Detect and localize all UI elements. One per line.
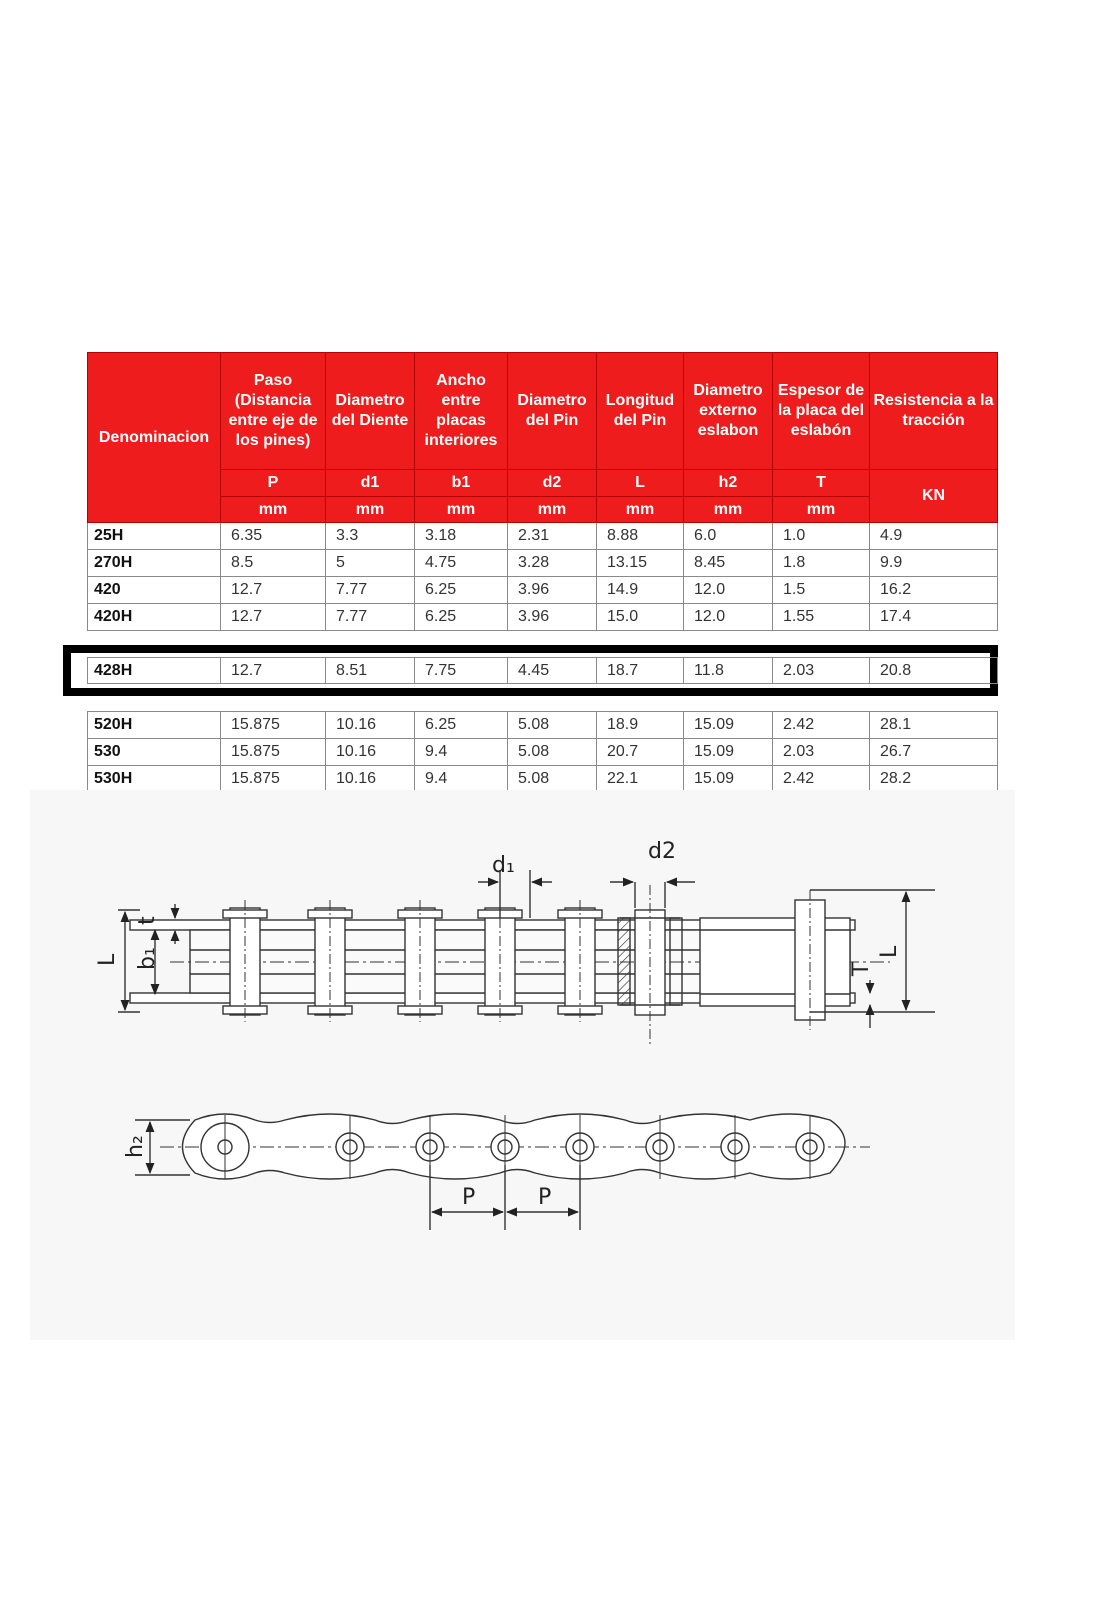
table-cell: 5.08 (508, 712, 597, 739)
table-cell: 7.77 (326, 604, 415, 631)
label-h2: h₂ (123, 1135, 148, 1158)
label-l-right: L (877, 945, 902, 958)
table-cell: 9.4 (415, 766, 508, 793)
table-cell: 26.7 (870, 739, 998, 766)
unit-mm: mm (508, 497, 597, 523)
label-d1: d₁ (492, 853, 515, 878)
table-cell: 15.875 (221, 739, 326, 766)
table-cell: 6.35 (221, 523, 326, 550)
unit-mm: mm (773, 497, 870, 523)
table-cell: 15.875 (221, 766, 326, 793)
unit-mm: mm (221, 497, 326, 523)
chain-denomination: 25H (88, 523, 221, 550)
table-cell: 13.15 (597, 550, 684, 577)
table-cell: 14.9 (597, 577, 684, 604)
table-cell: 2.03 (773, 658, 870, 684)
header-espesor-placa: Espesor de la placa del eslabón (773, 353, 870, 470)
table-cell: 5.08 (508, 766, 597, 793)
symbol-h2: h2 (684, 470, 773, 497)
chain-denomination: 530H (88, 766, 221, 793)
table-cell: 15.0 (597, 604, 684, 631)
table-cell: 20.7 (597, 739, 684, 766)
table-cell: 2.42 (773, 766, 870, 793)
pin (558, 900, 602, 1022)
chain-denomination: 428H (88, 658, 221, 684)
unit-mm: mm (597, 497, 684, 523)
chain-denomination: 420H (88, 604, 221, 631)
table-cell: 5.08 (508, 739, 597, 766)
label-p-1: P (462, 1185, 476, 1210)
table-cell: 7.77 (326, 577, 415, 604)
chain-denomination: 520H (88, 712, 221, 739)
table-row (88, 766, 998, 793)
symbol-p: P (221, 470, 326, 497)
unit-mm: mm (684, 497, 773, 523)
table-cell: 16.2 (870, 577, 998, 604)
table-cell: 9.9 (870, 550, 998, 577)
label-t-thickness: T (849, 962, 874, 976)
symbol-d1: d1 (326, 470, 415, 497)
table-cell: 3.18 (415, 523, 508, 550)
symbol-t: T (773, 470, 870, 497)
label-b1: b₁ (135, 947, 160, 970)
highlighted-row (87, 657, 998, 684)
table-cell: 12.7 (221, 604, 326, 631)
table-cell: 2.42 (773, 712, 870, 739)
table-cell: 4.75 (415, 550, 508, 577)
table-cell: 2.31 (508, 523, 597, 550)
table-cell: 3.96 (508, 577, 597, 604)
table-cell: 15.875 (221, 712, 326, 739)
symbol-l: L (597, 470, 684, 497)
table-cell: 3.96 (508, 604, 597, 631)
header-ancho-placas: Ancho entre placas interiores (415, 353, 508, 470)
table-cell: 3.28 (508, 550, 597, 577)
table-cell: 15.09 (684, 766, 773, 793)
table-cell: 2.03 (773, 739, 870, 766)
header-longitud-pin: Longitud del Pin (597, 353, 684, 470)
header-diametro-externo: Diametro externo eslabon (684, 353, 773, 470)
label-d2: d2 (648, 839, 676, 864)
table-cell: 22.1 (597, 766, 684, 793)
table-cell: 12.0 (684, 577, 773, 604)
table-cell: 8.5 (221, 550, 326, 577)
table-cell: 1.5 (773, 577, 870, 604)
table-row (88, 523, 998, 550)
chain-drawing (30, 790, 1015, 1340)
table-cell: 18.9 (597, 712, 684, 739)
unit-mm: mm (415, 497, 508, 523)
table-cell: 10.16 (326, 766, 415, 793)
table-row (88, 604, 998, 631)
chain-spec-table (87, 352, 998, 793)
label-t: t (135, 916, 160, 925)
table-cell: 15.09 (684, 712, 773, 739)
table-cell: 6.0 (684, 523, 773, 550)
header-denominacion: Denominacion (88, 353, 221, 523)
table-row (88, 658, 998, 684)
table-cell: 12.7 (221, 577, 326, 604)
table-cell: 1.55 (773, 604, 870, 631)
unit-kn: KN (870, 470, 998, 523)
table-cell: 10.16 (326, 712, 415, 739)
chain-end-link (700, 890, 850, 1030)
chain-technical-drawing (30, 790, 1015, 1340)
table-cell: 1.0 (773, 523, 870, 550)
table-cell: 5 (326, 550, 415, 577)
label-p-2: P (538, 1185, 552, 1210)
symbol-b1: b1 (415, 470, 508, 497)
chain-denomination: 270H (88, 550, 221, 577)
header-diametro-diente: Diametro del Diente (326, 353, 415, 470)
table-cell: 9.4 (415, 739, 508, 766)
table-cell: 18.7 (597, 658, 684, 684)
table-cell: 11.8 (684, 658, 773, 684)
pin (223, 900, 267, 1022)
table-cell: 28.2 (870, 766, 998, 793)
symbol-d2: d2 (508, 470, 597, 497)
pin (308, 900, 352, 1022)
table-cell: 7.75 (415, 658, 508, 684)
table-cell: 12.7 (221, 658, 326, 684)
table-cell: 17.4 (870, 604, 998, 631)
table-cell: 8.88 (597, 523, 684, 550)
table-row (88, 712, 998, 739)
table-cell: 4.9 (870, 523, 998, 550)
table-row (88, 577, 998, 604)
table-cell: 6.25 (415, 577, 508, 604)
table-cell: 3.3 (326, 523, 415, 550)
table-cell: 28.1 (870, 712, 998, 739)
table-cell: 1.8 (773, 550, 870, 577)
table-cell: 8.51 (326, 658, 415, 684)
header-paso: Paso (Distancia entre eje de los pines) (221, 353, 326, 470)
pin (398, 900, 442, 1022)
header-diametro-pin: Diametro del Pin (508, 353, 597, 470)
table-cell: 10.16 (326, 739, 415, 766)
table-row (88, 550, 998, 577)
table-cell: 8.45 (684, 550, 773, 577)
label-l-left: L (95, 953, 120, 966)
table-cell: 4.45 (508, 658, 597, 684)
chain-denomination: 420 (88, 577, 221, 604)
table-cell: 15.09 (684, 739, 773, 766)
unit-mm: mm (326, 497, 415, 523)
table-cell: 12.0 (684, 604, 773, 631)
pin (478, 900, 522, 1022)
table-cell: 6.25 (415, 712, 508, 739)
table-cell: 6.25 (415, 604, 508, 631)
table-row (88, 739, 998, 766)
chain-denomination: 530 (88, 739, 221, 766)
table-cell: 20.8 (870, 658, 998, 684)
header-resistencia: Resistencia a la tracción (870, 353, 998, 470)
